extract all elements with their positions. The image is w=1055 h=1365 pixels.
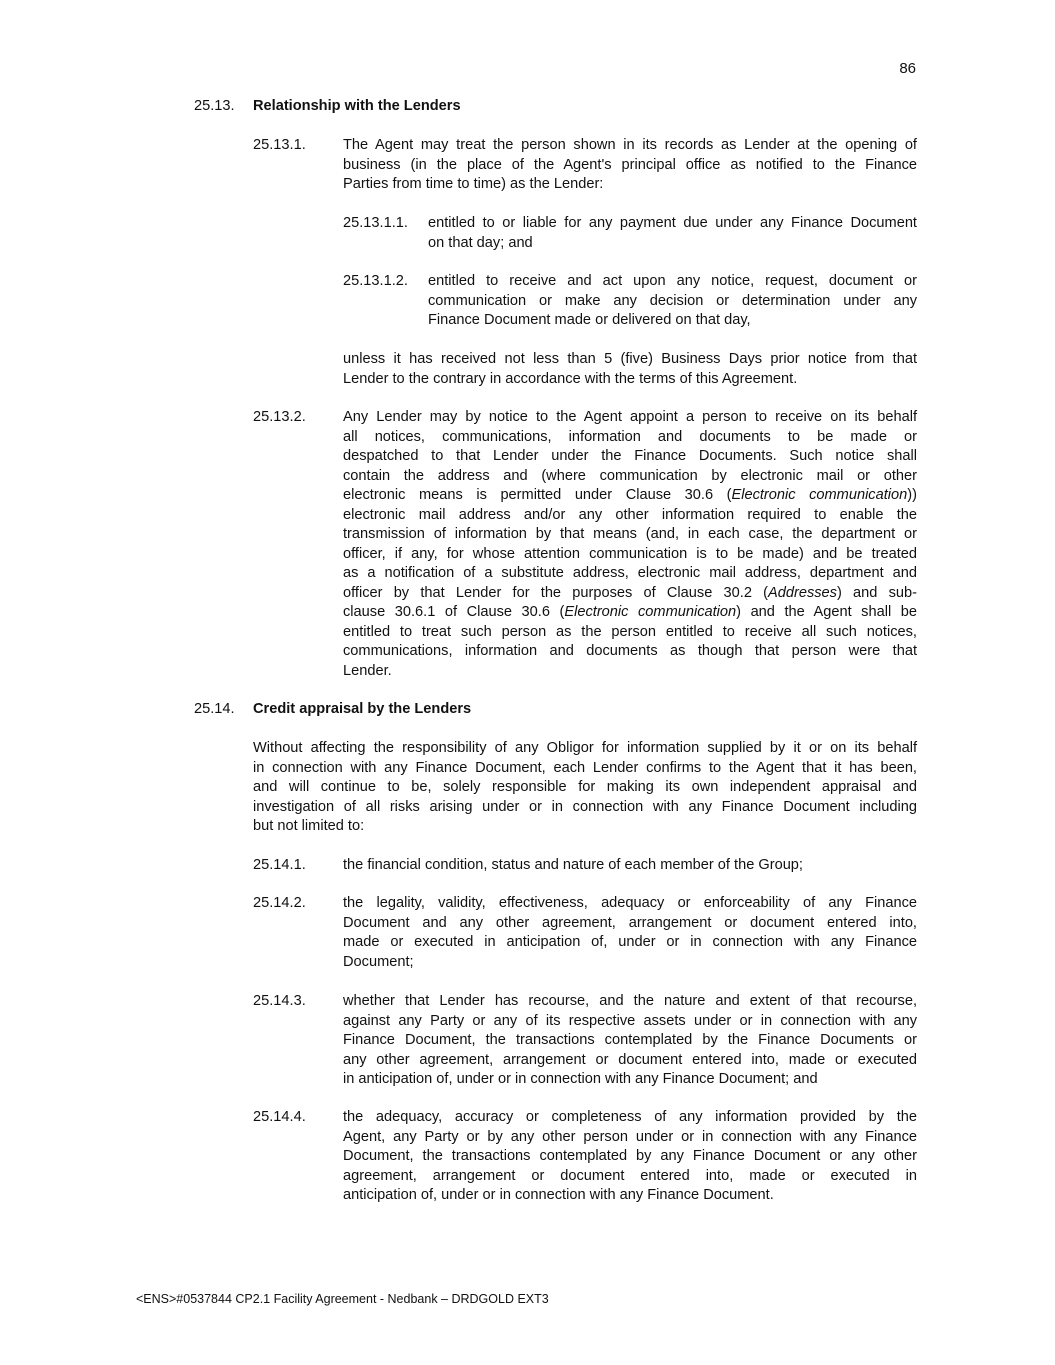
clause-25-13-2-number: 25.13.2. [253, 409, 306, 425]
clause-25-14-4-text: the adequacy, accuracy or completeness of any information provided by the Agent, any Party or by any other person under or in connection with any Finance Document, the transactions contemplated by any Finance Document or any other agreement, arrangement or document entered into, made or executed in anticipation of, under or in connection with any Finance Document. [343, 1109, 917, 1203]
section-25-13-number: 25.13. [194, 98, 235, 114]
clause-25-13-1-1-text: entitled to or liable for any payment due under any Finance Document on that day; and [428, 215, 917, 251]
clause-25-14-4-number: 25.14.4. [253, 1109, 306, 1125]
clause-25-13-1-1-number: 25.13.1.1. [343, 215, 408, 231]
clause-25-14-3-text: whether that Lender has recourse, and the nature and extent of that recourse, against any Party or any of its respective assets under or in connection with any Finance Document, the transactions contemplated by the Finance Documents or any other agreement, arrangement or document entered into, made or executed in anticipation of, under or in connection with any Finance Document; and [343, 993, 917, 1087]
clause-25-13-1-2-number: 25.13.1.2. [343, 273, 408, 289]
clause-25-13-1-2-text: entitled to receive and act upon any notice, request, document or communication or make any decision or determination under any Finance Document made or delivered on that day, [428, 273, 917, 328]
section-25-14-number: 25.14. [194, 701, 235, 717]
clause-25-14-2-number: 25.14.2. [253, 895, 306, 911]
clause-25-13-1-text: The Agent may treat the person shown in its records as Lender at the opening of business (in the place of the Agent's principal office as notified to the Finance Parties from time to time) as the Lender: [343, 137, 917, 192]
clause-25-14-3-number: 25.14.3. [253, 993, 306, 1009]
document-footer: <ENS>#0537844 CP2.1 Facility Agreement - Nedbank – DRDGOLD EXT3 [136, 1292, 549, 1306]
clause-25-13-1-number: 25.13.1. [253, 137, 306, 153]
page-number: 86 [899, 60, 916, 77]
clause-25-13-1-tail-text: unless it has received not less than 5 (five) Business Days prior notice from that Lender to the contrary in accordance with the terms of this Agreement. [343, 351, 917, 387]
clause-25-14-2-text: the legality, validity, effectiveness, adequacy or enforceability of any Finance Document and any other agreement, arrangement or document entered into, made or executed in anticipation of, under or in connection with any Finance Document; [343, 895, 917, 970]
section-25-13-title: Relationship with the Lenders [253, 98, 461, 114]
section-25-14-intro: Without affecting the responsibility of any Obligor for information supplied by it or on its behalf in connection with any Finance Document, each Lender confirms to the Agent that it has been, and will continue to be, solely responsible for making its own independent appraisal and investigation of all risks arising under or in connection with any Finance Document including but not limited to: [253, 740, 917, 834]
section-25-14-title: Credit appraisal by the Lenders [253, 701, 472, 717]
clause-25-14-1-number: 25.14.1. [253, 857, 306, 873]
clause-25-13-2-text: Any Lender may by notice to the Agent appoint a person to receive on its behalf all notices, communications, information and documents to be made or despatched to that Lender under the Finance Documents. Such notice shall contain the address and (where communication by electronic mail or other electronic means is permitted under Clause 30.6 (Electronic communication)) electronic mail address and/or any other information required to enable the transmission of information by that means (and, in each case, the department or officer, if any, for whose attention communication is to be made) and be treated as a notification of a substitute address, electronic mail address, department and officer by that Lender for the purposes of Clause 30.2 (Addresses) and sub- clause 30.6.1 of Clause 30.6 (Electronic communication) and the Agent shall be entitled to treat such person as the person entitled to receive all such notices, communications, information and documents as though that person were that Lender. [343, 409, 917, 679]
clause-25-14-1-text: the financial condition, status and nature of each member of the Group; [343, 857, 803, 873]
